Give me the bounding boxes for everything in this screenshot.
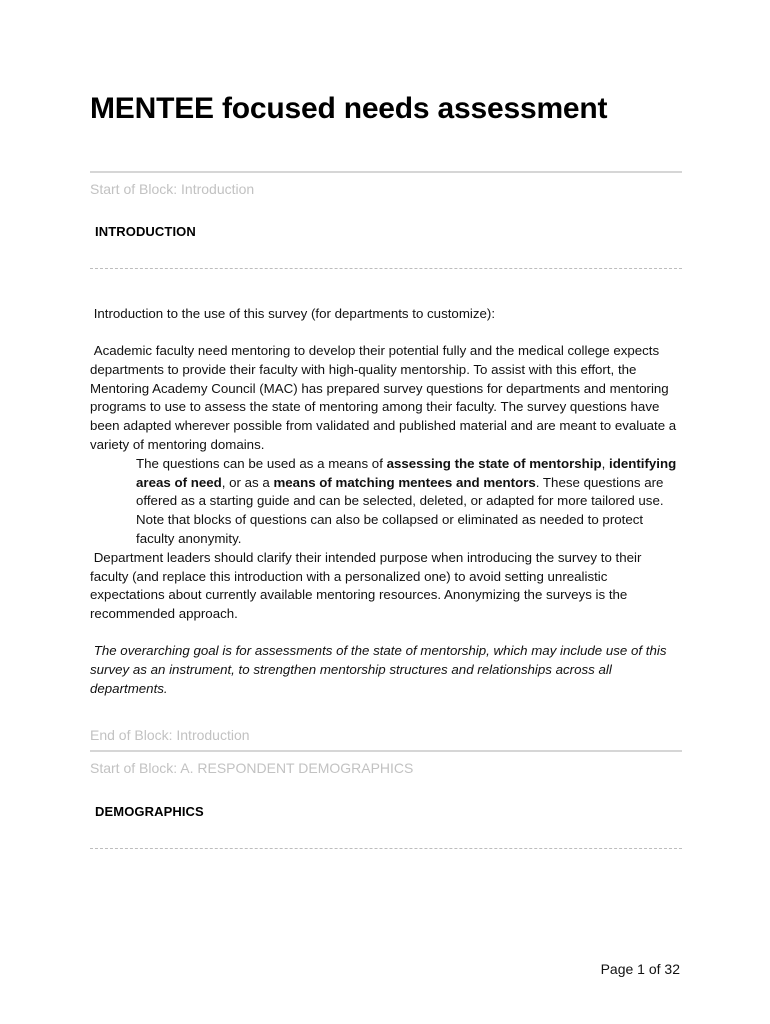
document-title: MENTEE focused needs assessment — [90, 92, 608, 125]
block-end-label: End of Block: Introduction — [90, 727, 250, 743]
emphasis-identifying: identifying areas of need — [136, 455, 677, 490]
intro-goal-text — [90, 642, 680, 698]
question-separator — [90, 268, 682, 269]
emphasis-assessing: assessing the state of mentorship — [386, 455, 602, 471]
block-start-label: Start of Block: A. RESPONDENT DEMOGRAPHICS — [90, 760, 414, 776]
block-start-label: Start of Block: Introduction — [90, 181, 255, 197]
block-divider — [90, 750, 682, 752]
question-separator — [90, 848, 682, 849]
intro-paragraph-1: Academic faculty need mentoring to develop their potential fully and the medical college expects departments to provide their faculty with high-quality mentorship. To assist with this effort, the Mentoring Academy Council (MAC) has prepared survey questions for departments and mentoring programs to use to assess the state of mentoring among their faculty. The survey questions have been adapted wherever possible from validated and published material and are meant to evaluate a variety of mentoring domains. — [90, 343, 677, 452]
page-number: Page 1 of 32 — [600, 961, 680, 977]
intro-lead: Introduction to the use of this survey (for departments to customize): — [93, 306, 496, 321]
intro-goal: The overarching goal is for assessments of the state of mentorship, which may include use of this survey as an instrument, to strengthen mentorship structures and relationships across all departments. — [90, 643, 667, 696]
emphasis-matching: means of matching mentees and mentors — [273, 474, 536, 490]
intro-lead-text — [90, 305, 680, 324]
section-heading-introduction: INTRODUCTION — [95, 224, 196, 239]
block-divider — [90, 171, 682, 173]
section-heading-demographics: DEMOGRAPHICS — [95, 804, 204, 819]
intro-paragraph-3: Department leaders should clarify their intended purpose when introducing the survey to their faculty (and replace this introduction with a personalized one) to avoid setting unrealistic expectations about currently available mentoring resources. Anonymizing the surveys is the recommended approach. — [90, 549, 642, 622]
intro-paragraph-2: The questions can be used as a means of assessing the state of mentorship, identifying areas of need, or as a means of matching mentees and mentors. These questions are offered as a starting guide and can be selected, deleted, or adapted for more tailored use. Note that blocks of questions can also be collapsed or eliminated as needed to protect faculty anonymity. — [136, 455, 677, 546]
intro-body — [90, 342, 680, 624]
